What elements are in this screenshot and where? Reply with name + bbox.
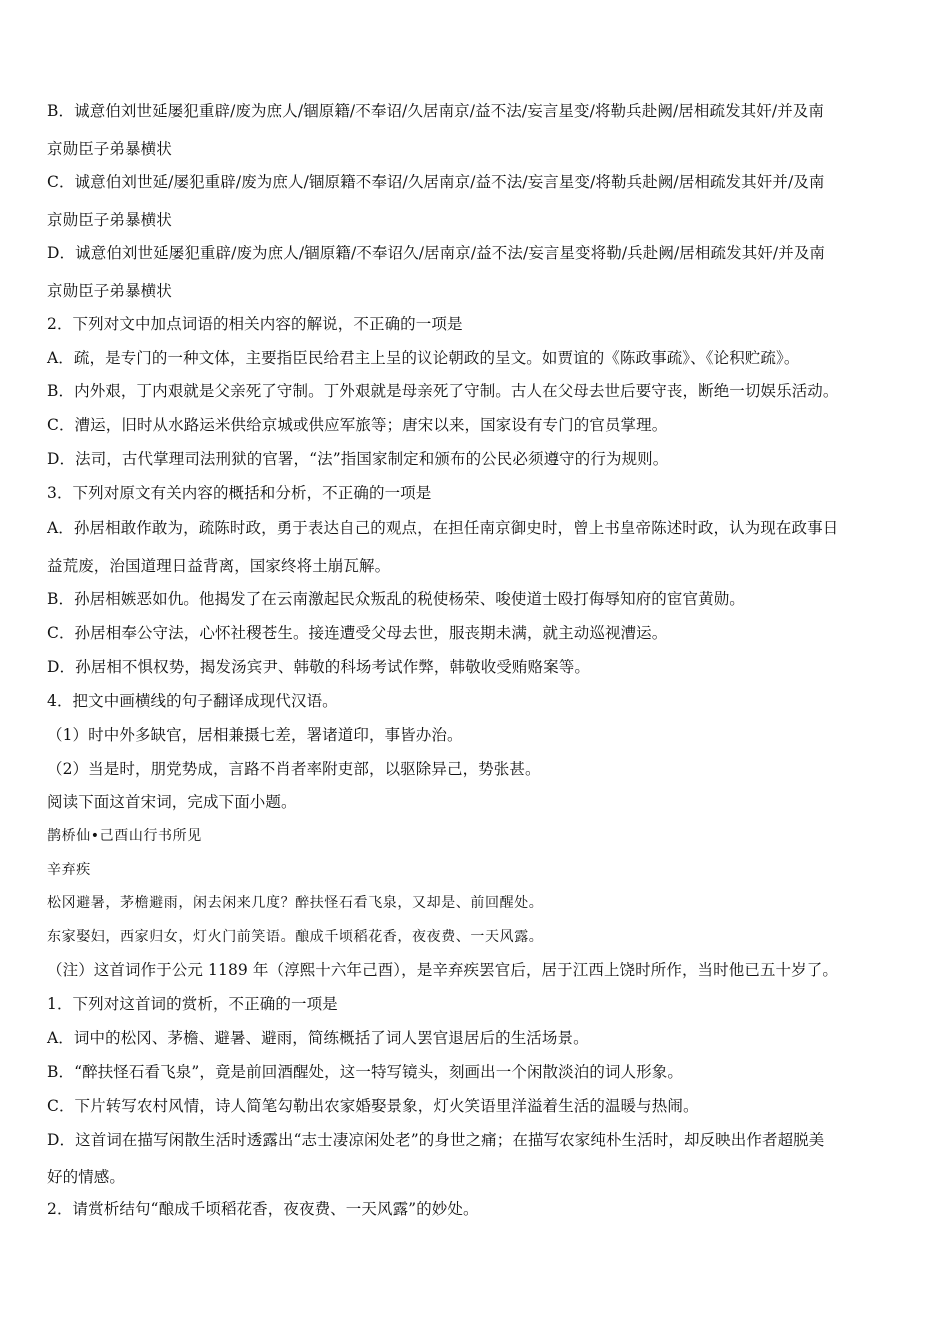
poem-author: 辛弃疾 (47, 862, 91, 878)
poem-title: 鹊桥仙•己酉山行书所见 (47, 828, 202, 844)
option-c-line-2: 京勋臣子弟暴横状 (47, 211, 172, 229)
poem-note: （注）这首词作于公元 1189 年（淳熙十六年己酉），是辛弃疾罢官后，居于江西上饶时所作，当时他已五十岁了。 (47, 961, 838, 979)
question-3-option-c: C．孙居相奉公守法，心怀社稷苍生。接连遭受父母去世，服丧期未满，就主动巡视漕运。 (47, 624, 668, 642)
question-3-stem: 3．下列对原文有关内容的概括和分析，不正确的一项是 (47, 484, 432, 502)
question-3-option-d: D．孙居相不惧权势，揭发汤宾尹、韩敬的科场考试作弊，韩敬收受贿赂案等。 (47, 658, 590, 676)
question-2-option-b: B．内外艰，丁内艰就是父亲死了守制。丁外艰就是母亲死了守制。古人在父母去世后要守丧，断绝一切娱乐活动。 (47, 382, 839, 400)
option-d-line-1: D．诚意伯刘世延屡犯重辟/废为庶人/锢原籍/不奉诏久/居南京/益不法/妄言星变将勒/兵赴阙/居相疏发其奸/并及南 (47, 244, 826, 262)
poem-instruction: 阅读下面这首宋词，完成下面小题。 (47, 793, 297, 811)
option-b-line-1: B．诚意伯刘世延屡犯重辟/废为庶人/锢原籍/不奉诏/久居南京/益不法/妄言星变/将勒兵赴阙/居相疏发其奸/并及南 (47, 102, 824, 120)
question-2-option-d: D．法司，古代掌理司法刑狱的官署，“法”指国家制定和颁布的公民必须遵守的行为规则。 (47, 450, 669, 468)
option-d-line-2: 京勋臣子弟暴横状 (47, 282, 172, 300)
poem-stanza-2: 东家娶妇，西家归女，灯火门前笑语。酿成千顷稻花香，夜夜费、一天风露。 (47, 929, 544, 945)
question-3-option-a-line-1: A．孙居相敢作敢为，疏陈时政，勇于表达自己的观点，在担任南京御史时，曾上书皇帝陈述时政，认为现在政事日 (47, 519, 839, 537)
question-3-option-b: B．孙居相嫉恶如仇。他揭发了在云南激起民众叛乱的税使杨荣、唆使道士殴打侮辱知府的宦官黄勋。 (47, 590, 745, 608)
poem-question-1-option-c: C．下片转写农村风情，诗人简笔勾勒出农家婚娶景象，灯火笑语里洋溢着生活的温暖与热闹。 (47, 1097, 699, 1115)
poem-question-1-option-b: B．“醉扶怪石看飞泉”，竟是前回酒醒处，这一特写镜头，刻画出一个闲散淡泊的词人形象。 (47, 1063, 683, 1081)
poem-question-2-stem: 2．请赏析结句“酿成千顷稻花香，夜夜费、一天风露”的妙处。 (47, 1200, 479, 1218)
question-2-option-c: C．漕运，旧时从水路运米供给京城或供应军旅等；唐宋以来，国家设有专门的官员掌理。 (47, 416, 668, 434)
question-2-stem: 2．下列对文中加点词语的相关内容的解说，不正确的一项是 (47, 315, 463, 333)
question-4-stem: 4．把文中画横线的句子翻译成现代汉语。 (47, 692, 338, 710)
question-3-option-a-line-2: 益荒废，治国道理日益背离，国家终将土崩瓦解。 (47, 557, 391, 575)
question-4-item-2: （2）当是时，朋党势成，言路不肖者率附吏部，以驱除异己，势张甚。 (47, 760, 541, 778)
poem-question-1-option-d-line-1: D．这首词在描写闲散生活时透露出“志士凄凉闲处老”的身世之痛；在描写农家纯朴生活时，却反映出作者超脱美 (47, 1131, 825, 1149)
question-4-item-1: （1）时中外多缺官，居相兼摄七差，署诸道印，事皆办治。 (47, 726, 463, 744)
option-b-line-2: 京勋臣子弟暴横状 (47, 140, 172, 158)
poem-question-1-stem: 1．下列对这首词的赏析，不正确的一项是 (47, 995, 338, 1013)
poem-stanza-1: 松冈避暑，茅檐避雨，闲去闲来几度？醉扶怪石看飞泉，又却是、前回醒处。 (47, 895, 544, 911)
option-c-line-1: C．诚意伯刘世延/屡犯重辟/废为庶人/锢原籍不奉诏/久居南京/益不法/妄言星变/将勒兵赴阙/居相疏发其奸并/及南 (47, 173, 825, 191)
question-2-option-a: A．疏，是专门的一种文体，主要指臣民给君主上呈的议论朝政的呈文。如贾谊的《陈政事疏》、《论积贮疏》。 (47, 349, 800, 367)
poem-question-1-option-d-line-2: 好的情感。 (47, 1168, 126, 1186)
poem-question-1-option-a: A．词中的松冈、茅檐、避暑、避雨，简练概括了词人罢官退居后的生活场景。 (47, 1029, 589, 1047)
